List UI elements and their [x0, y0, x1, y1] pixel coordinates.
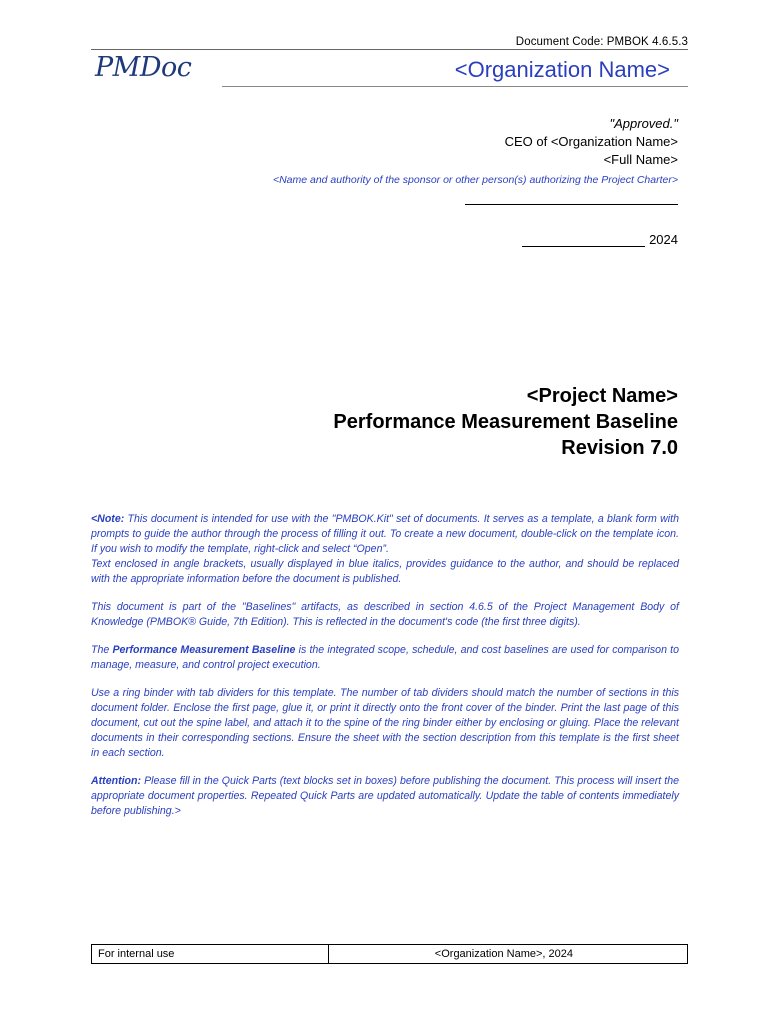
sponsor-hint: <Name and authority of the sponsor or other person(s) authorizing the Project Charter>: [272, 174, 678, 186]
date-blank: [522, 232, 645, 247]
pmb-text: is the integrated scope, schedule, and cost baselines are used for comparison to manage, measure, and control project execution.: [91, 644, 679, 671]
attention-label: Attention:: [91, 775, 142, 787]
title-block: [333, 383, 678, 461]
footer-organization: <Organization Name>, 2024: [434, 948, 573, 960]
pmb-prefix: The: [91, 644, 113, 656]
full-name-field[interactable]: <Full Name>: [603, 152, 678, 167]
ceo-line[interactable]: CEO of <Organization Name>: [504, 134, 678, 149]
date-line: [522, 232, 678, 247]
attention-text: Please fill in the Quick Parts (text blocks set in boxes) before publishing the document. This process will insert the appropriate document properties. Repeated Quick Parts are updated automatically. Update the table of contents immediately before publishing.>: [91, 775, 679, 817]
guidance-notes: [91, 512, 679, 832]
revision-label: Revision 7.0: [561, 437, 678, 459]
header-top-rule: [91, 49, 688, 50]
attention-paragraph: [91, 774, 679, 819]
footer-table: [91, 944, 688, 964]
pmdoc-logo: PMDoc: [95, 52, 192, 83]
footer-internal-use: For internal use: [92, 945, 329, 963]
note-paragraph: [91, 512, 679, 557]
signature-line: [465, 204, 678, 205]
document-title: Performance Measurement Baseline: [333, 411, 678, 433]
approval-block: [273, 115, 678, 189]
angle-brackets-paragraph: Text enclosed in angle brackets, usually displayed in blue italics, provides guidance to the author, and should be replaced with the appropriate information before the document is published.: [91, 558, 679, 585]
pmb-term: Performance Measurement Baseline: [112, 644, 296, 656]
note-label: <Note:: [91, 513, 125, 525]
baselines-paragraph: This document is part of the "Baselines" artifacts, as described in section 4.6.5 of the Project Management Body of Knowledge (PMBOK® Guide, 7th Edition). This is reflected in the document's code (the first three digits).: [91, 601, 679, 628]
approved-label: "Approved.": [609, 116, 678, 131]
note-text: This document is intended for use with the "PMBOK.Kit" set of documents. It serves as a template, a blank form with prompts to guide the author through the process of filling it out. To create a new document, double-click on the template icon. If you wish to modify the template, right-click and select “Open”.: [91, 513, 679, 555]
organization-name-header[interactable]: <Organization Name>: [454, 57, 670, 82]
date-year: 2024: [649, 232, 678, 247]
header-rule: [222, 86, 688, 87]
document-code: Document Code: PMBOK 4.6.5.3: [515, 36, 688, 48]
project-name[interactable]: <Project Name>: [526, 385, 678, 407]
ring-binder-paragraph: Use a ring binder with tab dividers for this template. The number of tab dividers should match the number of sections in this document folder. Enclose the first page, glue it, or print it directly onto the front cover of the binder. Print the last page of this document, cut out the spine label, and attach it to the spine of the ring binder either by enclosing or gluing. Place the relevant documents in their corresponding sections. Ensure the sheet with the section description from this template is the first sheet in each section.: [91, 687, 679, 759]
pmb-paragraph: [91, 643, 679, 673]
